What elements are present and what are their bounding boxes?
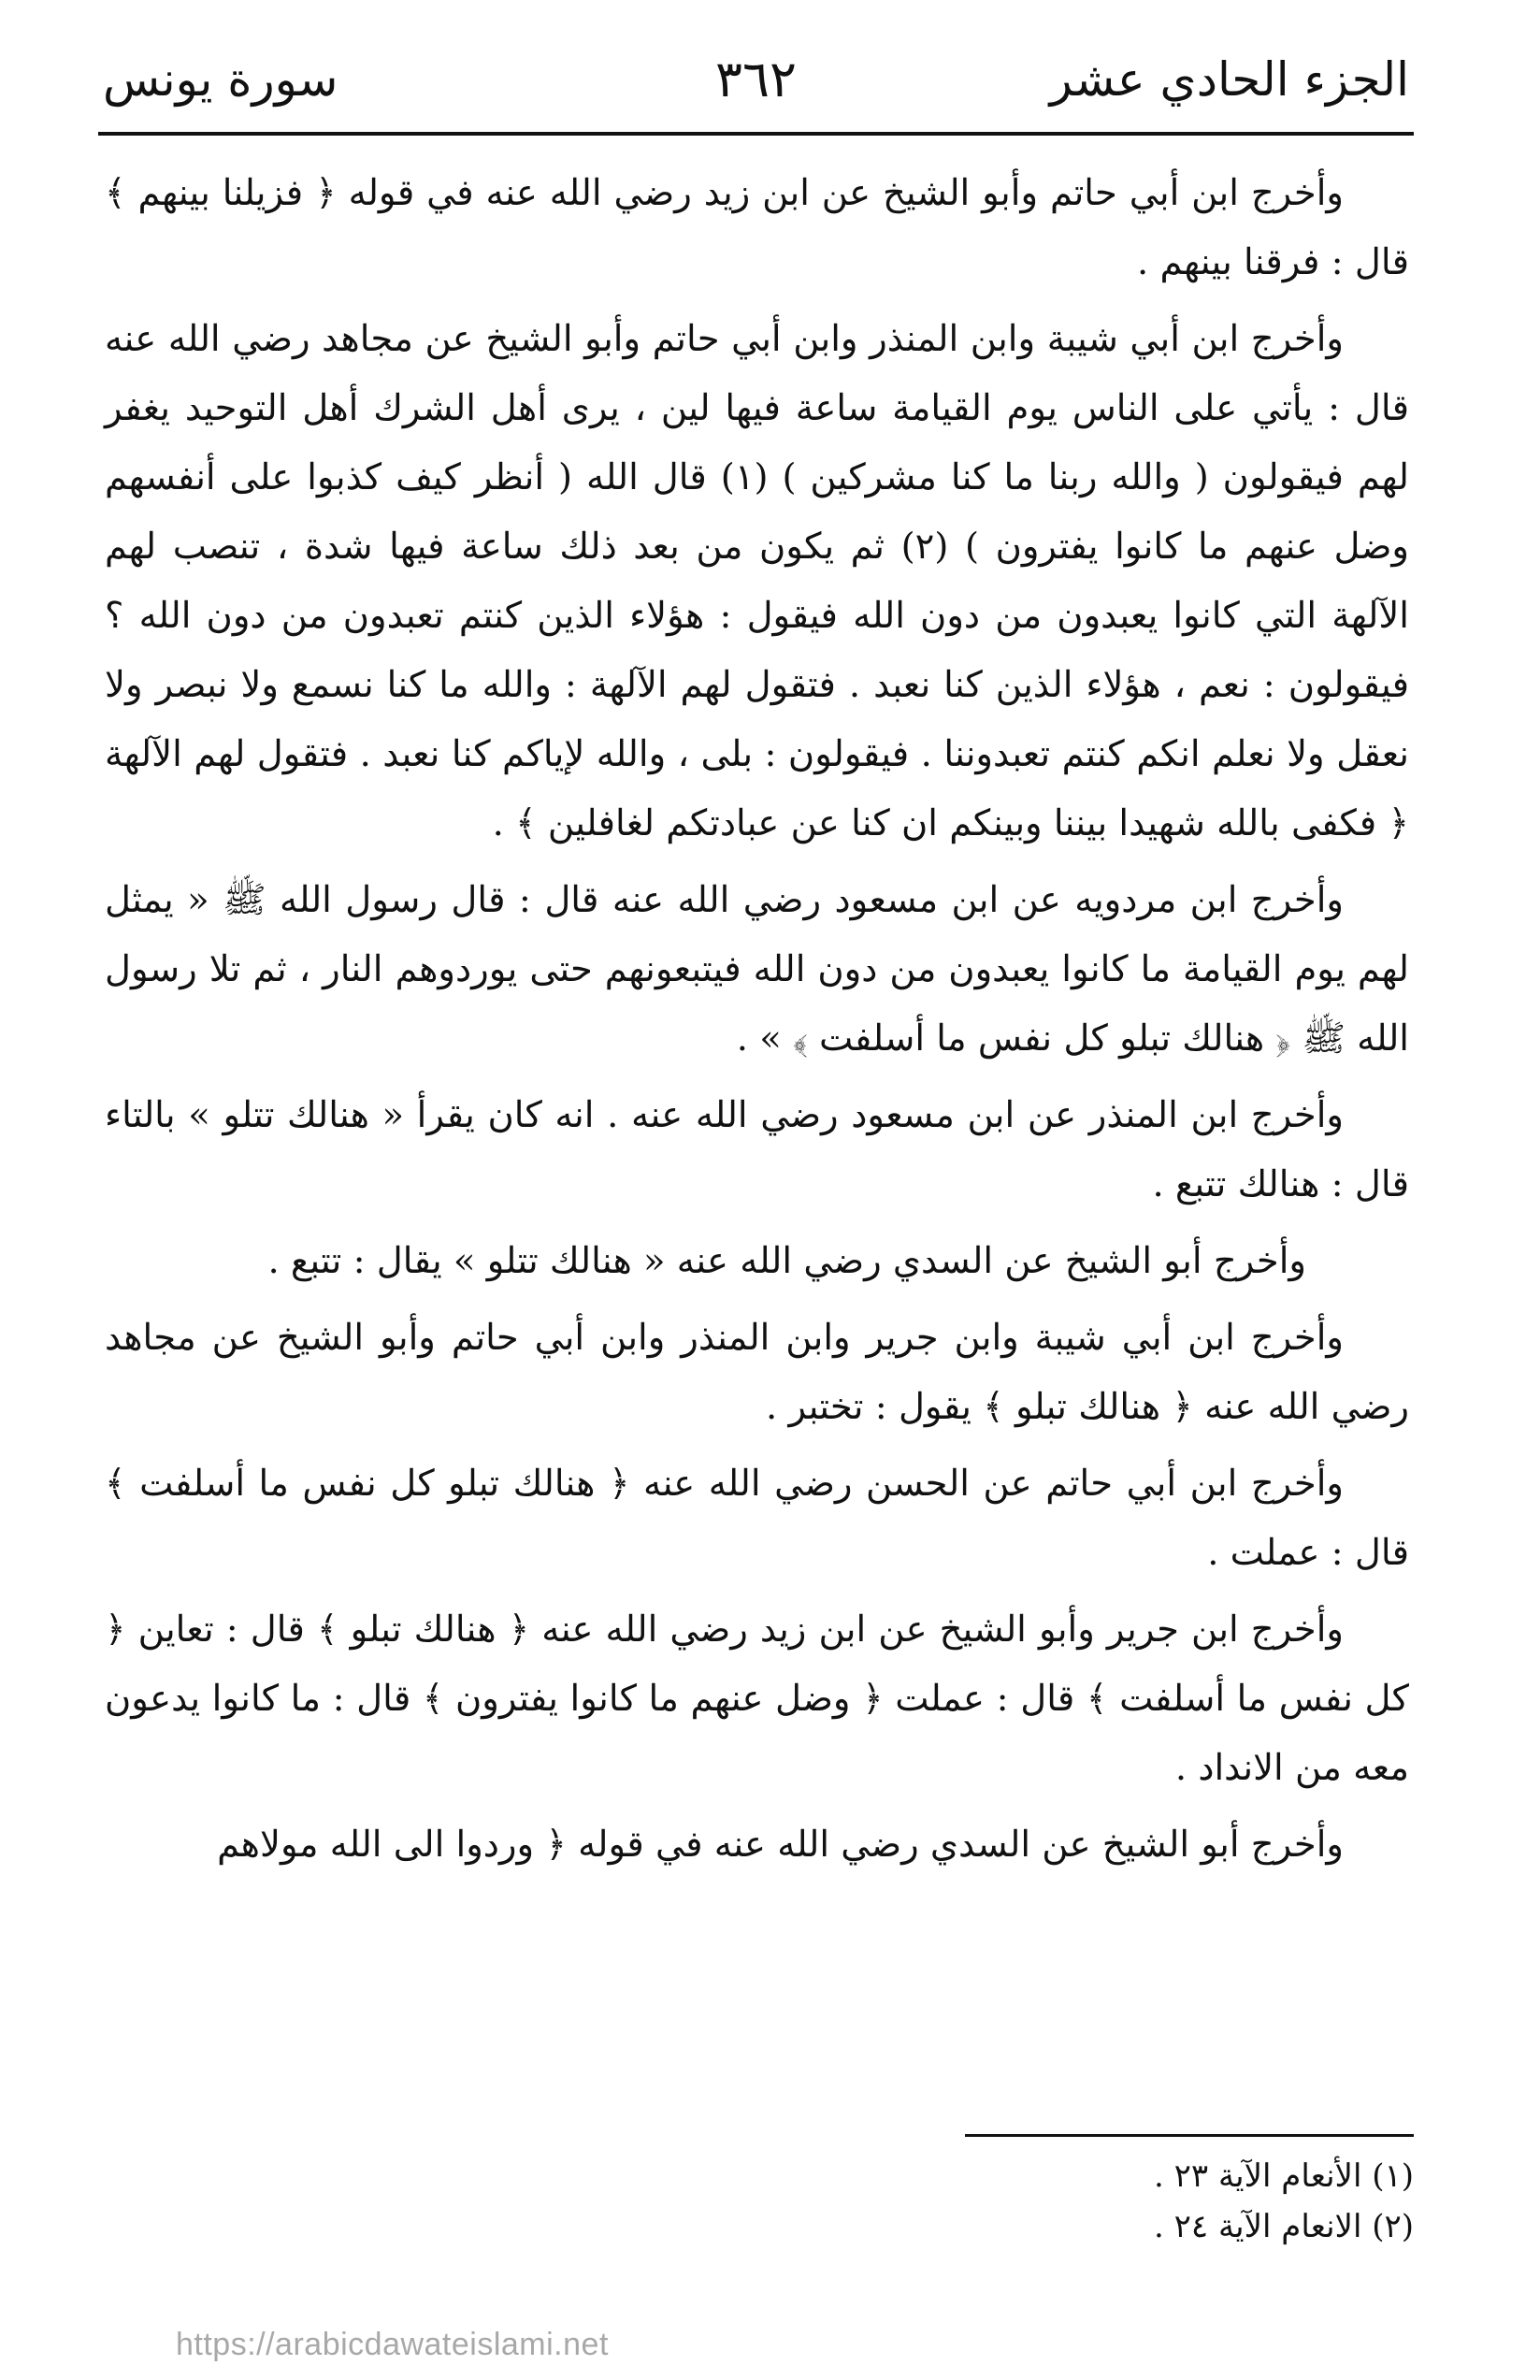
paragraph: وأخرج ابن أبي حاتم عن الحسن رضي الله عنه ﴿ هنالك تبلو كل نفس ما أسلفت ﴾ قال : عملت . [105,1463,1409,1574]
page-body [105,159,1409,2062]
paragraph: وأخرج ابن أبي شيبة وابن جرير وابن المنذر وابن أبي حاتم وأبو الشيخ عن مجاهد رضي الله عنه ﴿ هنالك تبلو ﴾ يقول : تختبر . [105,1317,1409,1428]
juz-title: الجزء الحادي عشر [1049,52,1409,107]
footnote-divider [965,2134,1414,2137]
header-divider [98,132,1414,136]
paragraph: وأخرج ابن أبي شيبة وابن المنذر وابن أبي حاتم وأبو الشيخ عن مجاهد رضي الله عنه قال : يأتي على الناس يوم القيامة ساعة فيها لين ، يرى أهل الشرك أهل التوحيد يغفر لهم فيقولون ( والله ربنا ما كنا مشركين ) (١) قال الله ( أنظر كيف كذبوا على أنفسهم وضل عنهم ما كانوا يفترون ) (٢) ثم يكون من بعد ذلك ساعة فيها شدة ، تنصب لهم الآلهة التي كانوا يعبدون من دون الله فيقول : هؤلاء الذين كنتم تعبدون من دون الله ؟ فيقولون : نعم ، هؤلاء الذين كنا نعبد . فتقول لهم الآلهة : والله ما كنا نسمع ولا نبصر ولا نعقل ولا نعلم انكم كنتم تعبدوننا . فيقولون : بلى ، والله لإياكم كنا نعبد . فتقول لهم الآلهة ﴿ فكفى بالله شهيدا بيننا وبينكم ان كنا عن عبادتكم لغافلين ﴾ . [105,318,1409,844]
paragraph: وأخرج أبو الشيخ عن السدي رضي الله عنه « هنالك تتلو » يقال : تتبع . [267,1240,1306,1282]
page-number: ٣٦٢ [714,50,798,108]
paragraph: وأخرج ابن أبي حاتم وأبو الشيخ عن ابن زيد رضي الله عنه في قوله ﴿ فزيلنا بينهم ﴾ قال : فرقنا بينهم . [105,172,1409,283]
surah-title: سورة يونس [103,52,338,107]
paragraph: وأخرج أبو الشيخ عن السدي رضي الله عنه في قوله ﴿ وردوا الى الله مولاهم [217,1824,1344,1866]
paragraph: وأخرج ابن المنذر عن ابن مسعود رضي الله عنه . انه كان يقرأ « هنالك تتلو » بالتاء قال : هنالك تتبع . [105,1094,1409,1205]
paragraph: وأخرج ابن جرير وأبو الشيخ عن ابن زيد رضي الله عنه ﴿ هنالك تبلو ﴾ قال : تعاين ﴿ كل نفس ما أسلفت ﴾ قال : عملت ﴿ وضل عنهم ما كانوا يفترون ﴾ قال : ما كانوا يدعون معه من الانداد . [105,1608,1409,1789]
source-watermark: https://arabicdawateislami.net [176,2327,609,2362]
footnote: (١) الأنعام الآية ٢٣ . [1153,2157,1414,2195]
page-header [103,37,1409,122]
footnotes [759,2151,1414,2252]
footnote: (٢) الانعام الآية ٢٤ . [1153,2208,1414,2245]
paragraph: وأخرج ابن مردويه عن ابن مسعود رضي الله عنه قال : قال رسول الله ﷺ « يمثل لهم يوم القيامة ما كانوا يعبدون من دون الله فيتبعونهم حتى يوردوهم النار ، ثم تلا رسول الله ﷺ ﴿ هنالك تبلو كل نفس ما أسلفت ﴾ » . [105,879,1409,1060]
